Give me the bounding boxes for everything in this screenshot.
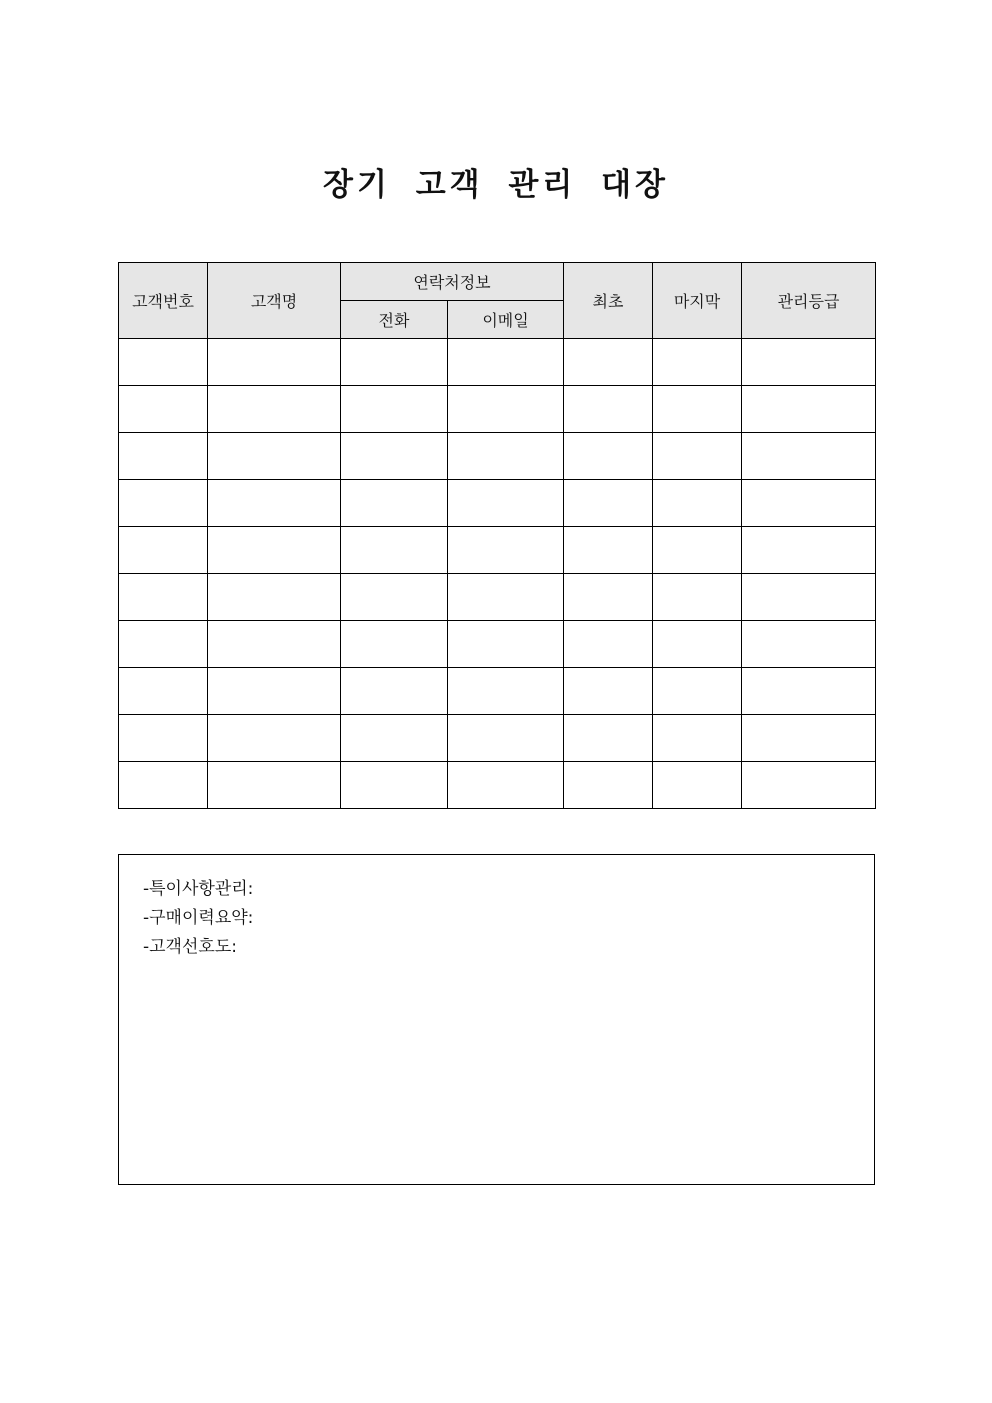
cell-email[interactable] [448, 527, 564, 574]
table-row [119, 668, 876, 715]
cell-customer-name[interactable] [208, 668, 341, 715]
cell-customer-name[interactable] [208, 433, 341, 480]
cell-phone[interactable] [341, 621, 448, 668]
cell-first[interactable] [564, 433, 653, 480]
cell-first[interactable] [564, 668, 653, 715]
cell-email[interactable] [448, 574, 564, 621]
header-contact-info: 연락처정보 [341, 263, 564, 301]
note-special-management: -특이사항관리: [143, 879, 254, 899]
cell-first[interactable] [564, 386, 653, 433]
notes-list [143, 875, 253, 962]
cell-grade[interactable] [742, 668, 876, 715]
cell-customer-no[interactable] [119, 668, 208, 715]
cell-last[interactable] [653, 480, 742, 527]
cell-email[interactable] [448, 433, 564, 480]
cell-grade[interactable] [742, 480, 876, 527]
cell-first[interactable] [564, 715, 653, 762]
cell-customer-no[interactable] [119, 715, 208, 762]
cell-grade[interactable] [742, 386, 876, 433]
cell-last[interactable] [653, 621, 742, 668]
table-body [119, 339, 876, 809]
header-customer-no: 고객번호 [119, 263, 208, 339]
cell-customer-name[interactable] [208, 339, 341, 386]
cell-grade[interactable] [742, 715, 876, 762]
cell-phone[interactable] [341, 762, 448, 809]
header-last: 마지막 [653, 263, 742, 339]
cell-grade[interactable] [742, 339, 876, 386]
notes-box [118, 854, 875, 1185]
cell-phone[interactable] [341, 480, 448, 527]
table-row [119, 433, 876, 480]
table-row [119, 574, 876, 621]
cell-last[interactable] [653, 433, 742, 480]
cell-customer-no[interactable] [119, 527, 208, 574]
page-title: 장기 고객 관리 대장 [323, 167, 669, 203]
table-row [119, 480, 876, 527]
customer-ledger-table [118, 262, 876, 809]
cell-phone[interactable] [341, 715, 448, 762]
cell-phone[interactable] [341, 386, 448, 433]
cell-last[interactable] [653, 339, 742, 386]
cell-email[interactable] [448, 668, 564, 715]
cell-customer-name[interactable] [208, 715, 341, 762]
table-header [119, 263, 876, 339]
cell-email[interactable] [448, 339, 564, 386]
cell-first[interactable] [564, 480, 653, 527]
cell-first[interactable] [564, 339, 653, 386]
cell-phone[interactable] [341, 339, 448, 386]
header-row-1 [119, 263, 876, 301]
cell-grade[interactable] [742, 762, 876, 809]
cell-last[interactable] [653, 762, 742, 809]
cell-email[interactable] [448, 621, 564, 668]
cell-last[interactable] [653, 574, 742, 621]
cell-first[interactable] [564, 574, 653, 621]
cell-customer-name[interactable] [208, 762, 341, 809]
cell-email[interactable] [448, 715, 564, 762]
header-email: 이메일 [448, 301, 564, 339]
cell-first[interactable] [564, 762, 653, 809]
cell-customer-name[interactable] [208, 621, 341, 668]
header-grade: 관리등급 [742, 263, 876, 339]
cell-last[interactable] [653, 527, 742, 574]
cell-customer-name[interactable] [208, 386, 341, 433]
header-first: 최초 [564, 263, 653, 339]
table-row [119, 762, 876, 809]
header-customer-name: 고객명 [208, 263, 341, 339]
note-purchase-history: -구매이력요약: [143, 908, 254, 928]
table-row [119, 339, 876, 386]
cell-email[interactable] [448, 386, 564, 433]
cell-email[interactable] [448, 762, 564, 809]
cell-grade[interactable] [742, 574, 876, 621]
cell-grade[interactable] [742, 433, 876, 480]
cell-customer-name[interactable] [208, 527, 341, 574]
cell-customer-no[interactable] [119, 621, 208, 668]
cell-customer-no[interactable] [119, 574, 208, 621]
cell-phone[interactable] [341, 668, 448, 715]
cell-customer-no[interactable] [119, 339, 208, 386]
cell-last[interactable] [653, 668, 742, 715]
table-row [119, 715, 876, 762]
cell-first[interactable] [564, 621, 653, 668]
cell-first[interactable] [564, 527, 653, 574]
cell-customer-name[interactable] [208, 480, 341, 527]
cell-customer-name[interactable] [208, 574, 341, 621]
table-row [119, 527, 876, 574]
cell-customer-no[interactable] [119, 433, 208, 480]
header-phone: 전화 [341, 301, 448, 339]
cell-customer-no[interactable] [119, 480, 208, 527]
cell-last[interactable] [653, 715, 742, 762]
cell-phone[interactable] [341, 433, 448, 480]
cell-last[interactable] [653, 386, 742, 433]
cell-email[interactable] [448, 480, 564, 527]
table-row [119, 386, 876, 433]
cell-phone[interactable] [341, 574, 448, 621]
cell-customer-no[interactable] [119, 762, 208, 809]
cell-customer-no[interactable] [119, 386, 208, 433]
table-row [119, 621, 876, 668]
note-customer-preference: -고객선호도: [143, 937, 237, 957]
cell-phone[interactable] [341, 527, 448, 574]
cell-grade[interactable] [742, 621, 876, 668]
cell-grade[interactable] [742, 527, 876, 574]
